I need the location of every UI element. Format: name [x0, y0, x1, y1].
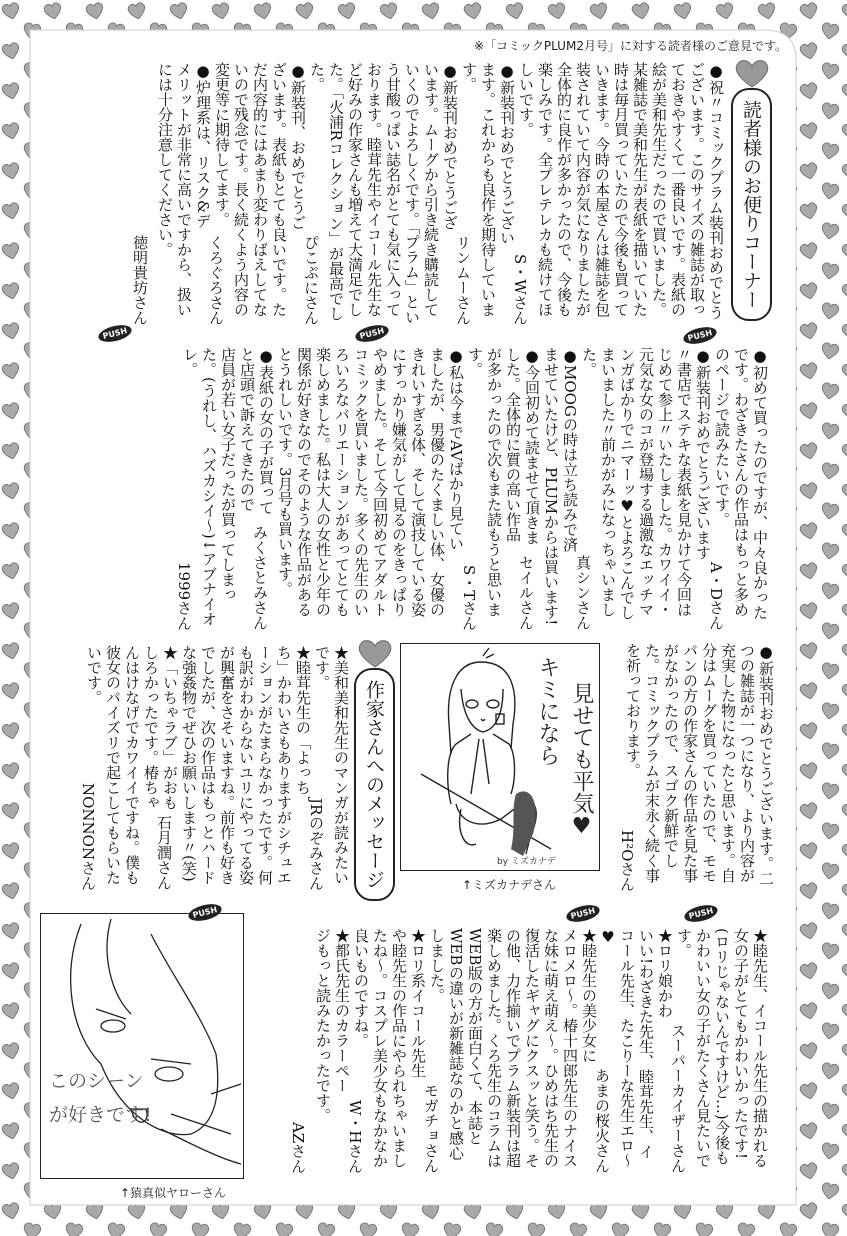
creators-message-heading	[354, 638, 395, 901]
letter-signature: 徳明貴坊さん	[131, 235, 149, 325]
letters-middle	[39, 347, 769, 630]
letter-signature: S・Wさん	[511, 254, 529, 325]
illustration-signature: by ミズカナデ	[497, 857, 556, 867]
letter-signature: みくさとみさん	[251, 525, 269, 630]
letter-text: ★ロリ娘かわいい!わざきた先生、睦茸先生、イコール先生、たこりーな先生エロ〜♥	[599, 928, 674, 1168]
letter-text: ★都氏先生のカラーページもっと読みたかったです。	[314, 928, 351, 1123]
reader-letter	[707, 347, 769, 630]
reader-letter	[207, 62, 307, 325]
letter-text: ●新装刊おめでとうございます。二つの雑誌が一つになり、より内容が充実した物になったと思います。自分はムーグを買っていたので、モモパンの方の作家さんの作品を見た事がなかったので、スゴク新鮮でした。コミックプラムが末永く続く事を祈っております。	[624, 643, 775, 886]
push-badge: PUSH	[683, 902, 720, 925]
letter-text: ★「いちゃラブ」がおもしろかったです。椿ちゃんはけなげでカワイイですね。僕も彼女のパイズリで起こしてもらいたいです。	[85, 645, 179, 885]
letter-signature: あまの桜火さん	[593, 1068, 611, 1173]
illustration-lettering-2: 見せても平気♥	[569, 682, 594, 839]
letter-signature: NONNONさん	[79, 782, 97, 890]
letter-signature: AZさん	[289, 1121, 307, 1173]
letter-text: ★ロリ系イコール先生や睦先生の作品にやられちゃいましたね〜。コスプレ美少女もなかなか良いものですね。	[352, 928, 427, 1168]
letter-text: ●表紙の女の子が買ってと店頭で訴えてきたので店員が若い女子だったが買ってしまった。(うれし、ハズカシイ〜)↓アブナイオレ。	[181, 347, 275, 627]
letter-text: ●祝〃コミックプラム装刊おめでとうございます。このサイズの雑誌が取っておきやすくて一番良いです。表紙の絵が美和先生だったので買いました。某雑誌で美和先生が表紙を描いていた時は毎月買っていたので今後も買っていきます。今時の本屋さんは雑誌を包装されていて内容が気になりましたが全体的に良作が多かったので、今後も楽しみです。全プレテレカも続けてほしいです。	[517, 62, 725, 320]
readers-corner-heading	[731, 58, 772, 321]
creators-message-title: 作家さんへのメッセージ	[354, 668, 395, 901]
push-badge: PUSH	[187, 901, 224, 924]
letter-text: ★睦茸先生の「よっちち」かわいさもありますがシチュエーションがたまらなかったです。何も訳がわからないユリにやってる姿が興奮をさそいますね。前作も好きでしたが、次の作品はもっとハードな強姦物でぜひお願いします〃(笑)	[180, 645, 312, 885]
letter-signature: A・Dさん	[707, 562, 725, 630]
letter-signature: くろぐろさん	[207, 235, 225, 325]
heart-icon	[733, 58, 771, 88]
heart-icon	[356, 638, 394, 668]
creator-letters-a	[40, 645, 350, 890]
reader-illustration-sarumane	[40, 913, 244, 1179]
reader-letter	[307, 645, 350, 890]
letter-text: ★美和美和先生のマンガが読みたいです。	[313, 645, 350, 885]
source-note: ※「コミックPLUM2月号」に対する読者様のご意見です。	[474, 39, 787, 53]
reader-illustration-mizukanade	[400, 643, 600, 871]
letter-signature: 石月潤さん	[155, 815, 173, 890]
push-badge: PUSH	[565, 902, 602, 925]
push-badge: PUSH	[354, 322, 391, 345]
letter-text: ●MOOGの時は立ち読みで済ませていたけど、PLUMからは買います!	[542, 347, 579, 626]
letter-text: ●初めて買ったのですが、中々良かったです。わざきたさんの作品はもっと多めのページで読みたいです。	[713, 347, 769, 620]
letter-text: ●炉理系は、リスク&デメリットが非常に高いですから、扱いには十分注意してください。	[156, 62, 212, 317]
illustration-caption: ↑猿真似ヤローさん	[120, 1186, 227, 1200]
letter-text: ★睦先生、イコール先生の描かれる女の子がとてもかわいかったです!(ロリじゃないんですけど…)今後もかわいい女の子がたくさん見たいです。	[675, 928, 769, 1168]
letter-signature: 真シンさん	[574, 555, 592, 630]
push-badge: PUSH	[97, 322, 134, 345]
letter-text: ●新装刊おめでとうございます。これからも良作を期待しています。	[460, 62, 516, 317]
letter-text: ●新装刊おめでとうございます。ムーグから引き続き購読していくのでよろしくです。「プラム」という甘酸っぱい誌名がとても気に入っております。睦茸先生やイコール先生など好みの作家さんも増えて大満足でした。「火浦Rコレクション」が最高でした。	[308, 62, 459, 325]
reader-letter	[346, 928, 427, 1173]
illustration-lettering: このシーンが好きです!	[49, 1070, 152, 1126]
letter-text: ●新装刊、おめでとうございます。表紙もとても良いです。ただ内容的にはあまり変わりばえしてないので残念です。長く続くよう内容の変更等に期待してます。	[213, 62, 307, 317]
reader-letter	[422, 928, 598, 1173]
creator-letters-b	[253, 928, 769, 1173]
illustration-caption: ↑ミズカナデさん	[462, 878, 557, 892]
letter-signature: H²Oさん	[618, 829, 636, 891]
letter-signature: W・Hさん	[346, 1099, 364, 1173]
letters-lower	[603, 643, 775, 891]
reader-letter	[618, 643, 775, 891]
letter-signature: モガチョさん	[422, 1083, 440, 1173]
reader-letter	[511, 62, 725, 325]
reader-letter	[302, 62, 459, 325]
letter-signature: リンムーさん	[454, 235, 472, 325]
reader-letter	[669, 928, 769, 1173]
push-badge: PUSH	[682, 324, 719, 347]
letter-signature: スーパーカイザーさん	[669, 1023, 687, 1173]
reader-letter	[574, 347, 712, 630]
letter-signature: 1999さん	[175, 561, 193, 630]
reader-letter	[593, 928, 674, 1173]
reader-letter	[454, 62, 516, 325]
illustration-lettering-1: キミになら	[535, 656, 560, 766]
letter-text: ●新装刊おめでとうございます〃書店でステキな表紙を見かけて今回はじめて参上〃いたしました。カワイイ・元気な女のコが登場する過激なエッチマンガばかりでニマーッ♥とよろこんでしまいました〃前かがみになっちゃいました。	[580, 347, 712, 620]
letter-signature: JRのぞみさん	[307, 797, 325, 890]
reader-letter	[155, 645, 312, 890]
letters-top	[40, 62, 725, 325]
letter-text: ●私は今までAVばかり見ていましたが、男優のたくましい体、女優のきれいすぎる体、そして演技している姿にすっかり嫌気がして見るのをきっぱりやめました。そして今回初めてアダルトコミックを買いました。多くの先生のいろいろなバリエーションがあってとても楽しめました。私は大人の女性と少年の関係が好きなのでそのような作品があるとうれしいです。3月号も買います。	[276, 347, 465, 617]
letter-text: ●今回初めて読ませて頂きました。全体的に質の高い作品が多かったので次もまた読もうと思います。	[466, 347, 541, 617]
letter-text: ★睦先生の美少女にメロメロ〜。椿十四郎先生のナイスな妹に萌え萌え〜。ひめはち先生の復活したギャグにクスッと笑う。その他、力作揃いでプラム新装刊は超楽しめました。くろ先生のコラムはWEB版の方が面白くて、本誌とWEBの違いが新雑誌なのかと感心しました。	[428, 928, 598, 1168]
reader-letter	[251, 347, 465, 630]
readers-corner-title: 読者様のお便りコーナー	[731, 88, 772, 321]
face-drawing	[41, 914, 243, 1178]
reader-letter	[131, 62, 212, 325]
letter-signature: S・Tさん	[460, 564, 478, 630]
letter-signature: セイルさん	[517, 555, 535, 630]
letter-signature: ぴこぷにさん	[302, 235, 320, 325]
